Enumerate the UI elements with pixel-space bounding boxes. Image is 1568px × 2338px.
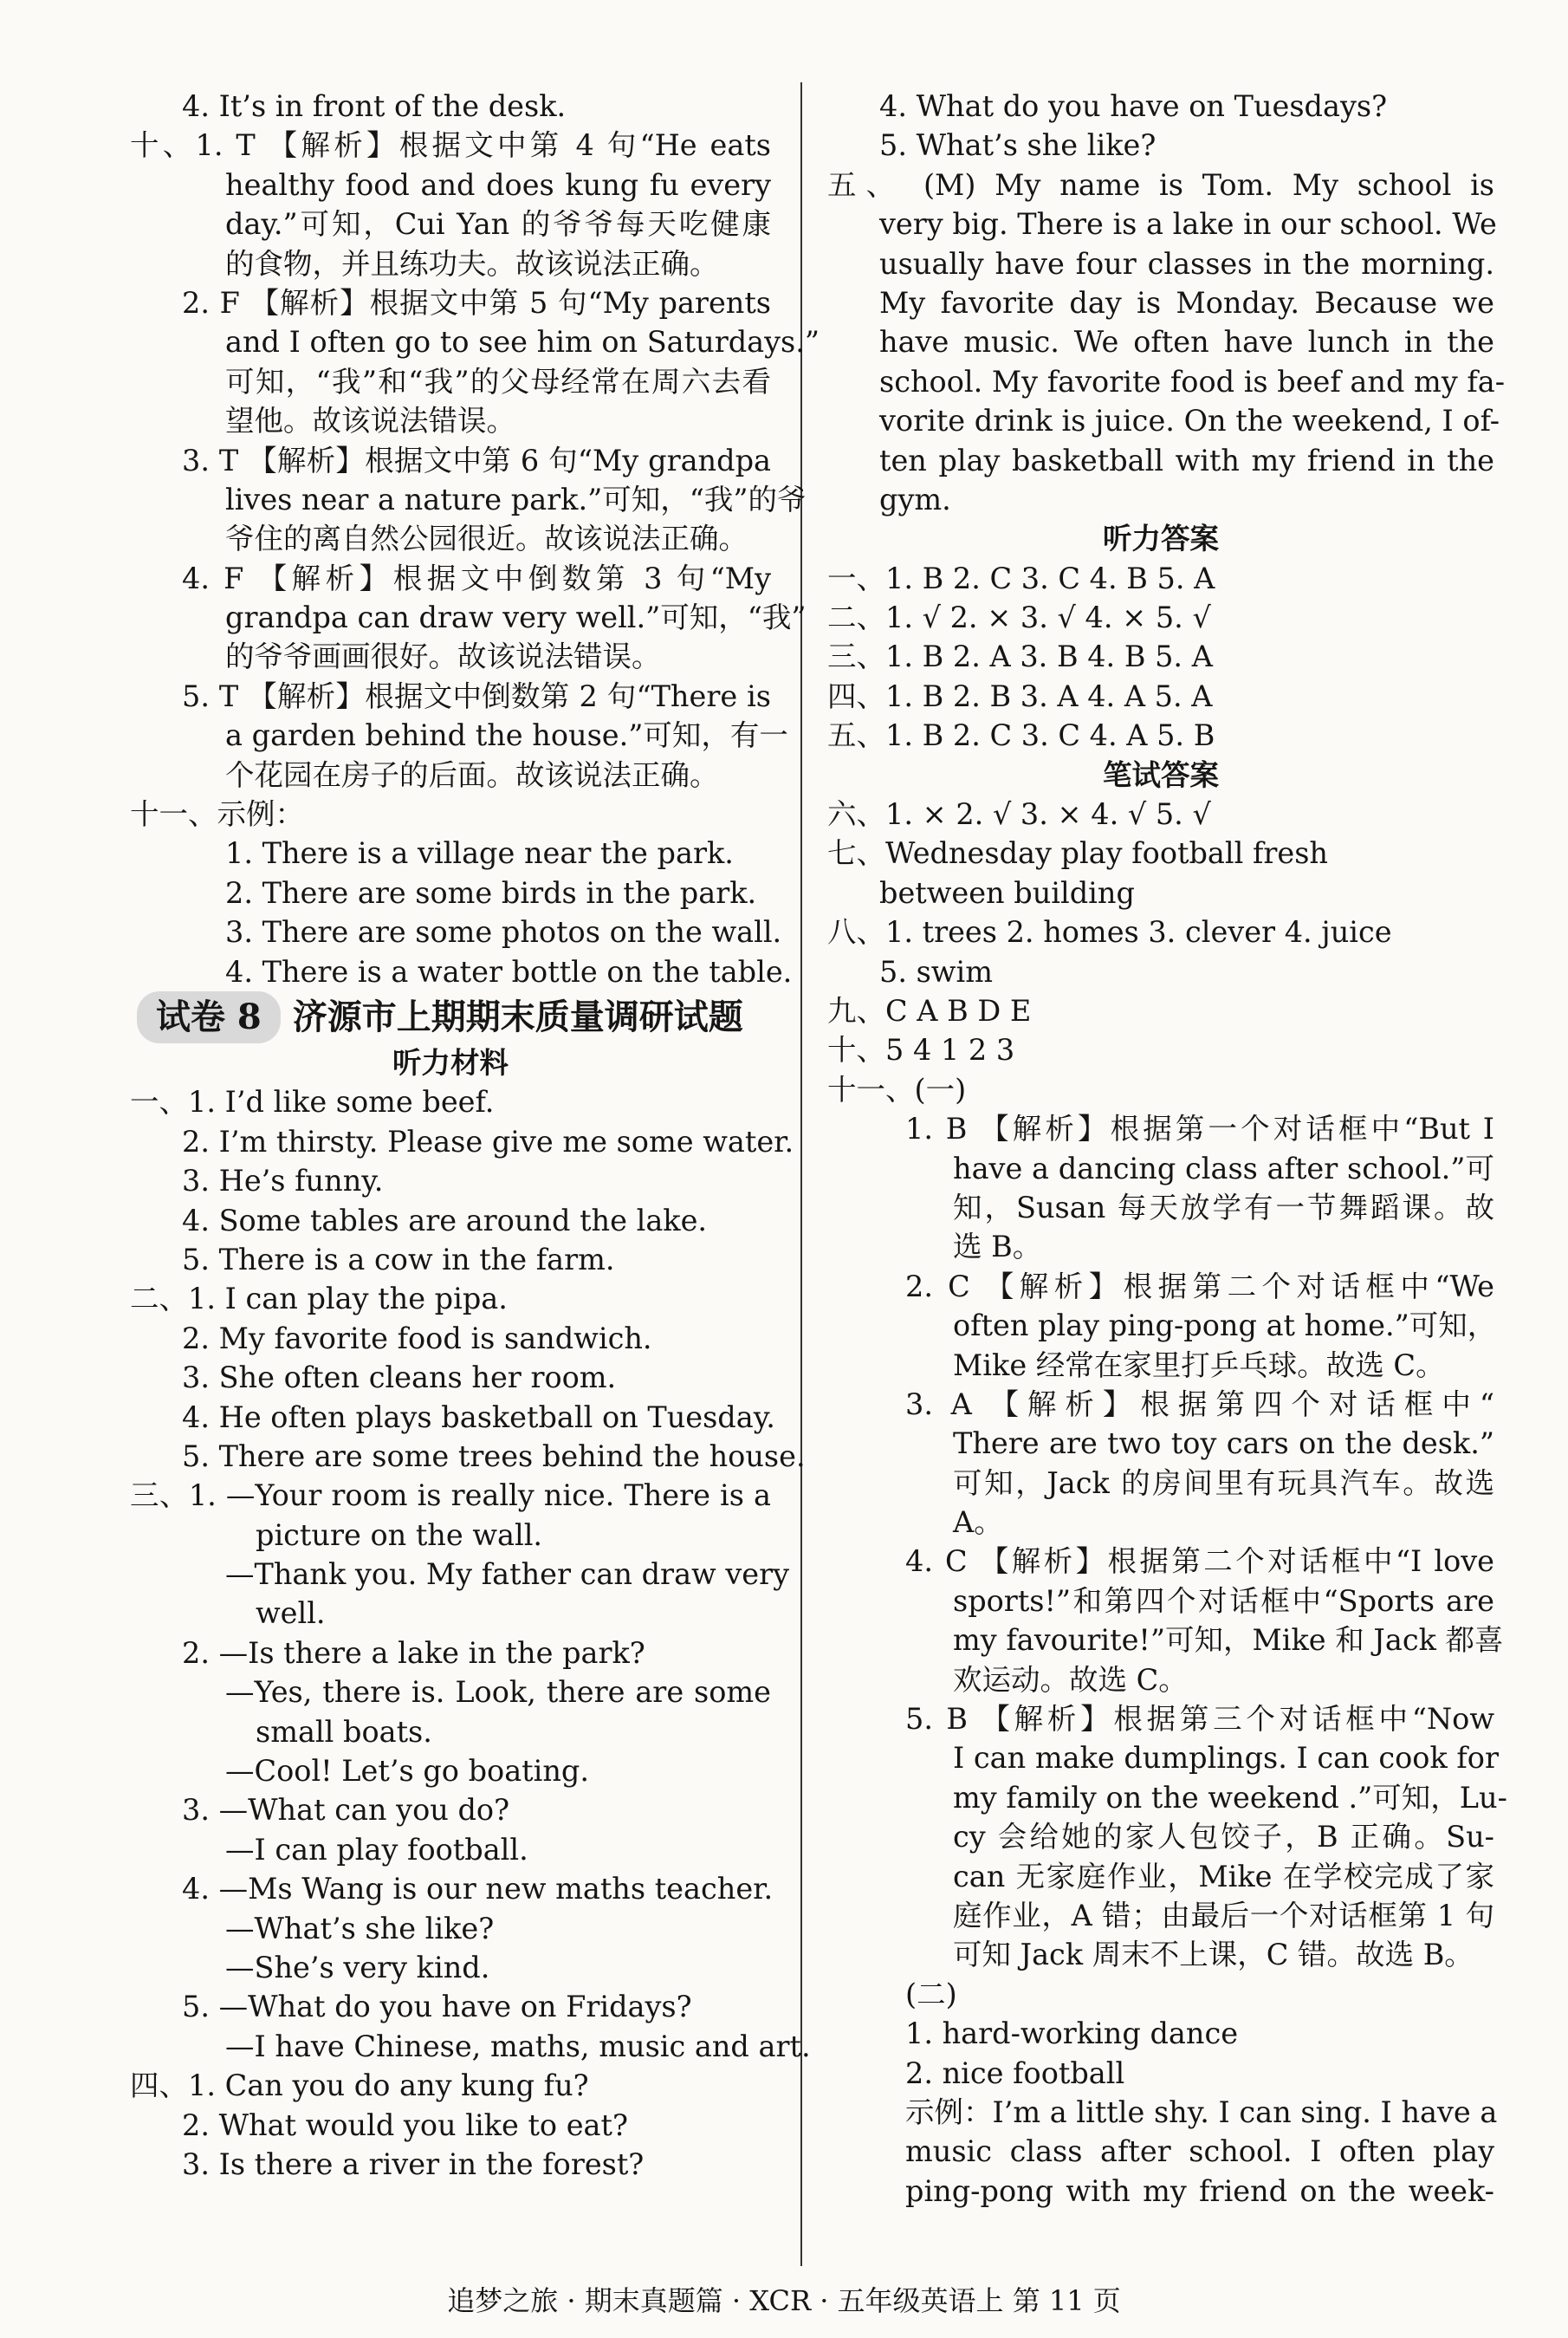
- text-line: 5. —What do you have on Fridays?: [182, 1990, 692, 2024]
- text-line: 5. T 【解析】根据文中倒数第 2 句“There is: [182, 679, 771, 713]
- text-line: 5. swim: [879, 954, 993, 989]
- text-line: My favorite day is Monday. Because we: [879, 285, 1494, 320]
- text-line: 5. There is a cow in the farm.: [182, 1242, 615, 1276]
- left-answer-lines: [130, 87, 820, 991]
- text-line: my favourite!”可知，Mike 和 Jack 都喜: [953, 1623, 1504, 1658]
- text-line: 3. There are some photos on the wall.: [225, 915, 782, 950]
- text-line: A。: [953, 1505, 1003, 1540]
- text-line: 四、1. Can you do any kung fu?: [130, 2068, 589, 2103]
- text-line: cy 会给她的家人包饺子，B 正确。Su-: [953, 1820, 1494, 1854]
- text-line: 庭作业，A 错；由最后一个对话框第 1 句: [953, 1898, 1494, 1932]
- answer-row: 三、1. B 2. A 3. B 4. B 5. A: [827, 640, 1213, 674]
- text-line: gym.: [879, 482, 951, 516]
- text-line: small boats.: [256, 1714, 432, 1749]
- text-line: 望他。故该说法错误。: [225, 404, 515, 438]
- text-line: 可知 Jack 周末不上课，C 错。故选 B。: [953, 1938, 1474, 1972]
- text-line: usually have four classes in the morning.: [879, 246, 1494, 281]
- text-line: 4. —Ms Wang is our new maths teacher.: [182, 1872, 774, 1906]
- text-line: 七、Wednesday play football fresh: [827, 836, 1328, 871]
- text-line: sports!”和第四个对话框中“Sports are: [953, 1583, 1494, 1618]
- answer-row: 一、1. B 2. C 3. C 4. B 5. A: [827, 561, 1215, 595]
- text-line: 3. T 【解析】根据文中第 6 句“My grandpa: [182, 443, 771, 477]
- left-column: [130, 87, 820, 2184]
- text-line: —Thank you. My father can draw very: [225, 1557, 790, 1592]
- text-line: 六、1. × 2. √ 3. × 4. √ 5. √: [827, 797, 1211, 832]
- text-line: well.: [256, 1596, 326, 1631]
- listening-material-lines: [130, 1082, 811, 2184]
- text-line: have a dancing class after school.”可: [953, 1151, 1494, 1185]
- text-line: 选 B。: [953, 1230, 1042, 1264]
- test-label: 试卷 8: [137, 991, 281, 1043]
- page-footer: 追梦之旅 · 期末真题篇 · XCR · 五年级英语上 第 11 页: [447, 2284, 1121, 2317]
- text-line: 示例：I’m a little shy. I can sing. I have a: [905, 2094, 1498, 2129]
- text-line: 2. What would you like to eat?: [182, 2107, 628, 2142]
- text-line: 4. Some tables are around the lake.: [182, 1203, 708, 1237]
- text-line: picture on the wall.: [256, 1517, 543, 1552]
- text-line: 3. —What can you do?: [182, 1793, 510, 1828]
- text-line: 爷住的离自然公园很近。故该说法正确。: [225, 522, 748, 556]
- text-line: 十一、示例：: [130, 797, 304, 832]
- text-line: healthy food and does kung fu every: [225, 167, 771, 202]
- text-line: 2. There are some birds in the park.: [225, 875, 757, 910]
- column-divider: [800, 82, 802, 2266]
- test-title-row: [130, 991, 771, 1043]
- text-line: can 无家庭作业，Mike 在学校完成了家: [953, 1859, 1494, 1893]
- text-line: 2. nice football: [905, 2055, 1125, 2090]
- text-line: —She’s very kind.: [225, 1950, 490, 1984]
- text-line: 十一、(一): [827, 1072, 967, 1107]
- text-line: 的爷爷画画很好。故该说法错误。: [225, 640, 661, 674]
- answer-row: 四、1. B 2. B 3. A 4. A 5. A: [827, 679, 1213, 713]
- answer-row: 二、1. √ 2. × 3. √ 4. × 5. √: [827, 601, 1211, 635]
- text-line: —I can play football.: [225, 1832, 528, 1867]
- answer-row: 五、1. B 2. C 3. C 4. A 5. B: [827, 718, 1215, 753]
- text-line: 4. What do you have on Tuesdays?: [879, 89, 1388, 123]
- text-line: 5. B 【解析】根据第三个对话框中“Now: [905, 1702, 1494, 1737]
- text-line: 4. There is a water bottle on the table.: [225, 954, 793, 989]
- text-line: 个花园在房子的后面。故该说法正确。: [225, 757, 719, 792]
- text-line: 欢运动。故选 C。: [953, 1662, 1188, 1697]
- text-line: 1. There is a village near the park.: [225, 836, 734, 871]
- text-line: day.”可知，Cui Yan 的爷爷每天吃健康: [225, 207, 771, 242]
- text-line: I can make dumplings. I can cook for: [953, 1741, 1499, 1776]
- test-title: 济源市上期期末质量调研试题: [292, 996, 743, 1037]
- text-line: grandpa can draw very well.”可知，“我”: [225, 601, 807, 635]
- written-answers-heading: 笔试答案: [1103, 757, 1219, 792]
- text-line: 4. C 【解析】根据第二个对话框中“I love: [905, 1544, 1494, 1579]
- text-line: 的食物，并且练功夫。故该说法正确。: [225, 246, 719, 281]
- text-line: and I often go to see him on Saturdays.”: [225, 325, 820, 360]
- text-line: 3. She often cleans her room.: [182, 1361, 617, 1395]
- text-line: 十、1. T 【解析】根据文中第 4 句“He eats: [130, 128, 771, 163]
- text-line: 2. I’m thirsty. Please give me some water.: [182, 1124, 794, 1159]
- text-line: There are two toy cars on the desk.”: [953, 1426, 1494, 1461]
- text-line: —What’s she like?: [225, 1911, 495, 1945]
- text-line: 4. He often plays basketball on Tuesday.: [182, 1400, 775, 1434]
- right-column: [827, 87, 1507, 2211]
- text-line: 2. F 【解析】根据文中第 5 句“My parents: [182, 285, 771, 320]
- text-line: ping-pong with my friend on the week-: [905, 2173, 1494, 2208]
- text-line: 3. Is there a river in the forest?: [182, 2146, 645, 2181]
- text-line: have music. We often have lunch in the: [879, 325, 1494, 360]
- text-line: 2. C 【解析】根据第二个对话框中“We: [905, 1269, 1494, 1303]
- text-line: 5. What’s she like?: [879, 128, 1157, 163]
- text-line: 知，Susan 每天放学有一节舞蹈课。故: [953, 1190, 1494, 1224]
- text-line: —I have Chinese, maths, music and art.: [225, 2029, 811, 2063]
- text-line: —Cool! Let’s go boating.: [225, 1754, 590, 1789]
- listening-material-heading: 听力材料: [392, 1045, 509, 1080]
- text-line: school. My favorite food is beef and my fa-: [879, 364, 1506, 399]
- listening-answers-heading: 听力答案: [1103, 522, 1219, 556]
- text-line: my family on the weekend .”可知，Lu-: [953, 1780, 1507, 1815]
- text-line: 可知，“我”和“我”的父母经常在周六去看: [225, 364, 771, 399]
- text-line: 3. He’s funny.: [182, 1164, 384, 1198]
- right-listening-lines: [827, 87, 1506, 519]
- text-line: 3. A 【解析】根据第四个对话框中“: [905, 1387, 1494, 1421]
- text-line: 三、1. —Your room is really nice. There is a: [130, 1478, 771, 1513]
- text-line: 可知，Jack 的房间里有玩具汽车。故选: [953, 1465, 1494, 1500]
- text-line: 2. —Is there a lake in the park?: [182, 1635, 645, 1670]
- text-line: music class after school. I often play: [905, 2134, 1494, 2169]
- text-line: 十、5 4 1 2 3: [827, 1033, 1015, 1068]
- text-line: between building: [879, 875, 1135, 910]
- text-line: (二): [905, 1977, 957, 2011]
- text-line: 4. It’s in front of the desk.: [182, 89, 567, 123]
- text-line: 一、1. I’d like some beef.: [130, 1085, 495, 1120]
- text-line: ten play basketball with my friend in the: [879, 443, 1494, 477]
- listening-answers: [827, 559, 1494, 756]
- text-line: Mike 经常在家里打乒乓球。故选 C。: [953, 1348, 1445, 1382]
- text-line: lives near a nature park.”可知，“我”的爷: [225, 482, 807, 516]
- text-line: a garden behind the house.”可知，有一: [225, 718, 788, 753]
- text-line: 1. hard-working dance: [905, 2017, 1239, 2051]
- text-line: —Yes, there is. Look, there are some: [225, 1675, 771, 1710]
- text-line: 九、C A B D E: [827, 993, 1032, 1028]
- text-line: 1. B 【解析】根据第一个对话框中“But I: [905, 1112, 1494, 1146]
- text-line: 4. F 【解析】根据文中倒数第 3 句“My: [182, 561, 771, 595]
- written-answer-lines: [827, 795, 1507, 2211]
- text-line: 5. There are some trees behind the house.: [182, 1439, 806, 1473]
- text-line: 八、1. trees 2. homes 3. clever 4. juice: [827, 915, 1392, 950]
- text-line: 二、1. I can play the pipa.: [130, 1282, 508, 1316]
- text-line: very big. There is a lake in our school. We: [879, 207, 1497, 242]
- text-line: often play ping-pong at home.”可知，: [953, 1309, 1497, 1343]
- text-line: 2. My favorite food is sandwich.: [182, 1321, 652, 1355]
- text-line: vorite drink is juice. On the weekend, I of-: [879, 404, 1500, 438]
- text-line: 五、 (M) My name is Tom. My school is: [827, 167, 1494, 202]
